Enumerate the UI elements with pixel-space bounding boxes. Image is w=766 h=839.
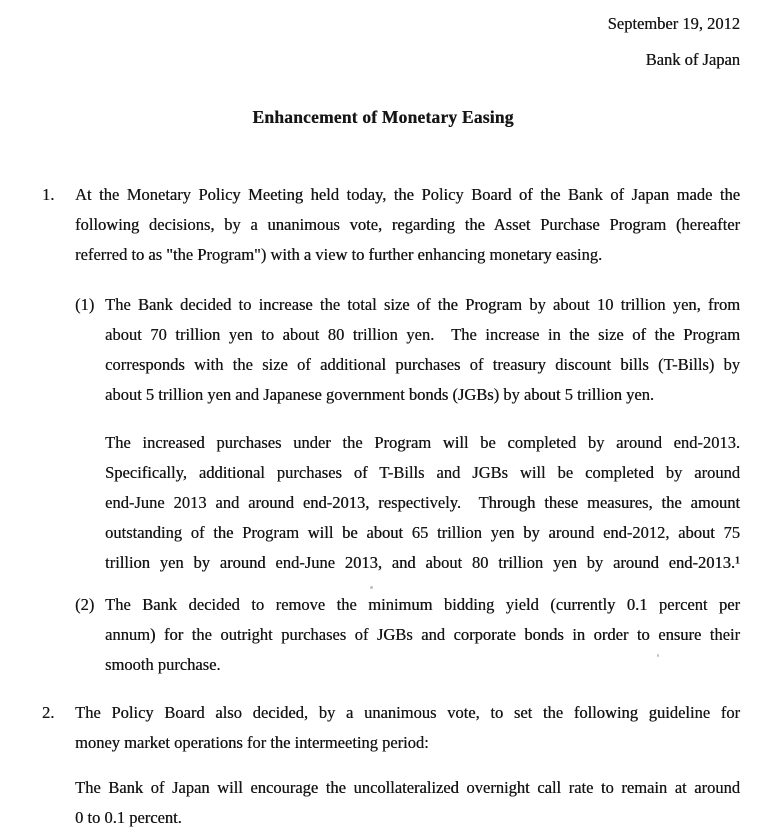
paragraph-line: The Policy Board also decided, by a unanimous vote, to set the following guideline for — [75, 703, 740, 722]
scan-speck — [657, 654, 659, 657]
paragraph-line: smooth purchase. — [105, 655, 221, 674]
paragraph — [105, 428, 740, 578]
document-organization: Bank of Japan — [645, 50, 740, 69]
paragraph-line: corresponds with the size of additional purchases of treasury discount bills (T-Bills) by — [105, 355, 740, 374]
paragraph-line: The Bank decided to remove the minimum bidding yield (currently 0.1 percent per — [105, 595, 740, 614]
paragraph-line: following decisions, by a unanimous vote, regarding the Asset Purchase Program (hereafter — [75, 215, 740, 234]
paragraph-line: referred to as "the Program") with a view to further enhancing monetary easing. — [75, 245, 603, 264]
list-marker: (2) — [75, 595, 95, 614]
sub-item — [75, 290, 740, 410]
paragraph-line: annum) for the outright purchases of JGBs and corporate bonds in order to ensure their — [105, 625, 740, 644]
paragraph-line: At the Monetary Policy Meeting held today, the Policy Board of the Bank of Japan made the — [75, 185, 740, 204]
list-marker: 1. — [42, 185, 55, 204]
paragraph-line: trillion yen by around end-June 2013, and about 80 trillion yen by around end-2013.¹ — [105, 553, 740, 572]
paragraph-line: The increased purchases under the Program will be completed by around end-2013. — [105, 433, 740, 452]
paragraph-line: about 70 trillion yen to about 80 trillion yen. The increase in the size of the Program — [105, 325, 740, 344]
paragraph-line: Specifically, additional purchases of T-Bills and JGBs will be completed by around — [105, 463, 740, 482]
paragraph-line: money market operations for the intermeeting period: — [75, 733, 429, 752]
document-title: Enhancement of Monetary Easing — [252, 107, 514, 127]
paragraph-line: end-June 2013 and around end-2013, respectively. Through these measures, the amount — [105, 493, 740, 512]
paragraph — [75, 773, 740, 833]
paragraph-line: 0 to 0.1 percent. — [75, 808, 182, 827]
numbered-item — [42, 698, 740, 758]
list-marker: (1) — [75, 295, 95, 314]
paragraph-line: The Bank of Japan will encourage the uncollateralized overnight call rate to remain at around — [75, 778, 740, 797]
sub-item — [75, 590, 740, 680]
scan-speck — [370, 586, 373, 589]
paragraph-line: about 5 trillion yen and Japanese government bonds (JGBs) by about 5 trillion yen. — [105, 385, 654, 404]
numbered-item — [42, 180, 740, 270]
paragraph-line: outstanding of the Program will be about 65 trillion yen by around end-2012, about 75 — [105, 523, 740, 542]
paragraph-line: The Bank decided to increase the total size of the Program by about 10 trillion yen, from — [105, 295, 740, 314]
document-body — [0, 180, 766, 833]
scanned-document-page — [0, 6, 766, 839]
document-header — [0, 6, 740, 78]
document-date: September 19, 2012 — [607, 14, 740, 33]
list-marker: 2. — [42, 703, 55, 722]
